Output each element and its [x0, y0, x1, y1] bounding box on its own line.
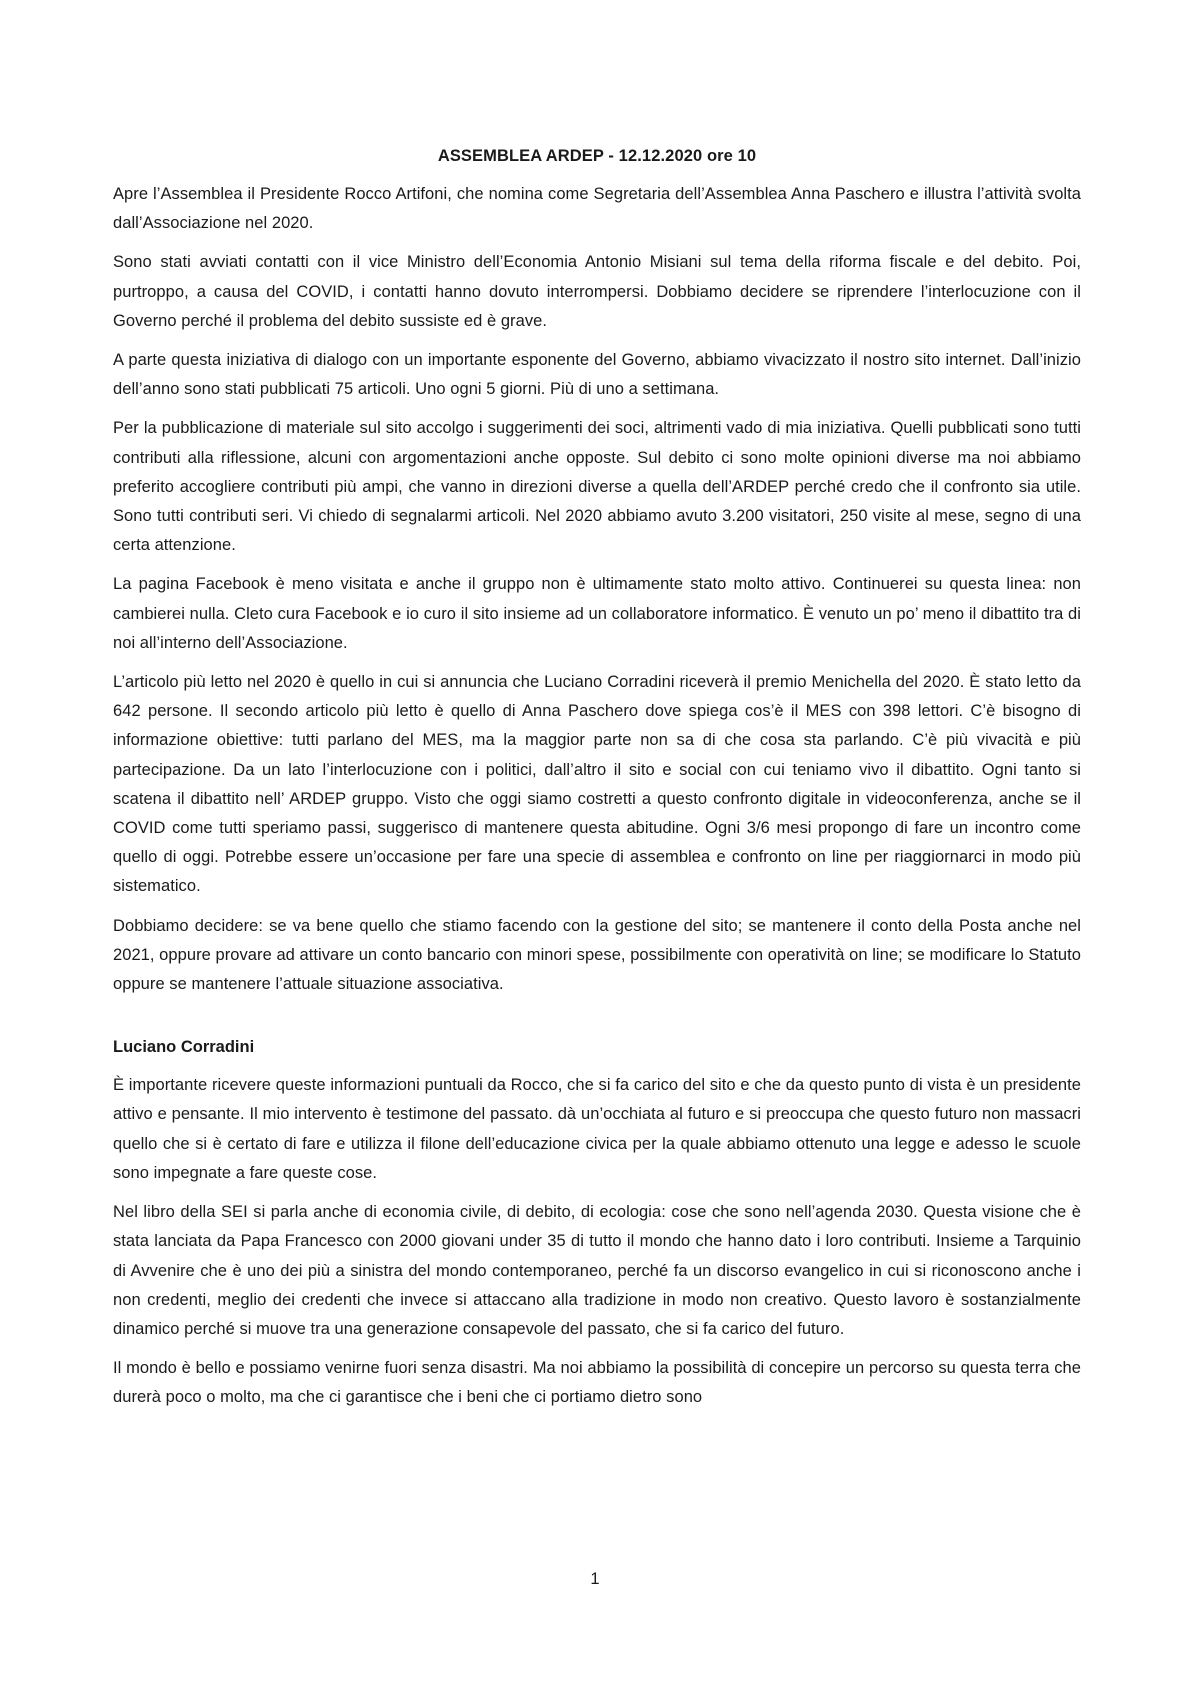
- paragraph-publications: Per la pubblicazione di materiale sul sito accolgo i suggerimenti dei soci, altrimenti vado di mia iniziativa. Quelli pubblicati sono tutti contributi alla riflessione, alcuni con argomentazioni anche opposte. Sul debito ci sono molte opinioni diverse ma noi abbiamo preferito accogliere contributi più ampi, che vanno in direzioni diverse a quella dell’ARDEP perché credo che il confronto sia utile. Sono tutti contributi seri. Vi chiedo di segnalarmi articoli. Nel 2020 abbiamo avuto 3.200 visitatori, 250 visite al mese, segno di una certa attenzione.: [113, 419, 1081, 555]
- paragraph-opening: Apre l’Assemblea il Presidente Rocco Artifoni, che nomina come Segretaria dell’Assemblea Anna Paschero e illustra l’attività svolta dall’Associazione nel 2020.: [113, 185, 1081, 233]
- section-heading-speaker: Luciano Corradini: [113, 1038, 255, 1057]
- paragraph-decisions: Dobbiamo decidere: se va bene quello che stiamo facendo con la gestione del sito; se mantenere il conto della Posta anche nel 2021, oppure provare ad attivare un conto bancario con minori spese, possibilmente con operatività on line; se modificare lo Statuto oppure se mantenere l’attuale situazione associativa.: [113, 916, 1081, 994]
- paragraph-government-contacts: Sono stati avviati contatti con il vice Ministro dell’Economia Antonio Misiani sul tema della riforma fiscale e del debito. Poi, purtroppo, a causa del COVID, i contatti hanno dovuto interrompersi. Dobbiamo decidere se riprendere l’interlocuzione con il Governo perché il problema del debito sussiste ed è grave.: [113, 253, 1081, 330]
- paragraph-most-read: L’articolo più letto nel 2020 è quello in cui si annuncia che Luciano Corradini riceverà il premio Menichella del 2020. È stato letto da 642 persone. Il secondo articolo più letto è quello di Anna Paschero dove spiega cos’è il MES con 398 lettori. C’è bisogno di informazione obiettive: tutti parlano del MES, ma la maggior parte non sa di che cosa sta parlando. C’è più vivacità e più partecipazione. Da un lato l’interlocuzione con i politici, dall’altro il sito e social con cui teniamo vivo il dibattito. Ogni tanto si scatena il dibattito nell’ ARDEP gruppo. Visto che oggi siamo costretti a questo confronto digitale in videoconferenza, anche se il COVID come tutti speriamo passi, suggerisco di mantenere questa abitudine. Ogni 3/6 mesi propongo di fare un incontro come quello di oggi. Potrebbe essere un’occasione per fare una specie di assemblea e confronto on line per riaggiornarci in modo più sistematico.: [113, 673, 1081, 896]
- paragraph-speaker-intro: È importante ricevere queste informazioni puntuali da Rocco, che si fa carico del sito e che da questo punto di vista è un presidente attivo e pensante. Il mio intervento è testimone del passato. dà un’occhiata al futuro e si preoccupa che questo futuro non massacri quello che si è certato di fare e utilizza il filone dell’educazione civica per la quale abbiamo ottenuto una legge e adesso le scuole sono impegnate a fare queste cose.: [113, 1076, 1081, 1182]
- paragraph-speaker-world: Il mondo è bello e possiamo venirne fuori senza disastri. Ma noi abbiamo la possibilità di concepire un percorso su questa terra che durerà poco o molto, ma che ci garantisce che i beni che ci portiamo dietro sono: [113, 1359, 1081, 1407]
- document-title: ASSEMBLEA ARDEP - 12.12.2020 ore 10: [437, 147, 757, 165]
- paragraph-website: A parte questa iniziativa di dialogo con un importante esponente del Governo, abbiamo vivacizzato il nostro sito internet. Dall’inizio dell’anno sono stati pubblicati 75 articoli. Uno ogni 5 giorni. Più di uno a settimana.: [113, 351, 1081, 399]
- paragraph-speaker-book: Nel libro della SEI si parla anche di economia civile, di debito, di ecologia: cose che sono nell’agenda 2030. Questa visione che è stata lanciata da Papa Francesco con 2000 giovani under 35 di tutto il mondo che hanno dato i loro contributi. Insieme a Tarquinio di Avvenire che è uno dei più a sinistra del mondo contemporaneo, perché fa un discorso evangelico in cui si riconoscono anche i non credenti, meglio dei credenti che invece si attaccano alla tradizione in modo non creativo. Questo lavoro è sostanzialmente dinamico perché si muove tra una generazione consapevole del passato, che si fa carico del futuro.: [113, 1203, 1081, 1338]
- document-body: [113, 144, 1081, 1423]
- paragraph-facebook: La pagina Facebook è meno visitata e anche il gruppo non è ultimamente stato molto attivo. Continuerei su questa linea: non cambierei nulla. Cleto cura Facebook e io curo il sito insieme ad un collaboratore informatico. È venuto un po’ meno il dibattito tra di noi all’interno dell’Associazione.: [113, 575, 1081, 652]
- page-number: 1: [590, 1570, 600, 1588]
